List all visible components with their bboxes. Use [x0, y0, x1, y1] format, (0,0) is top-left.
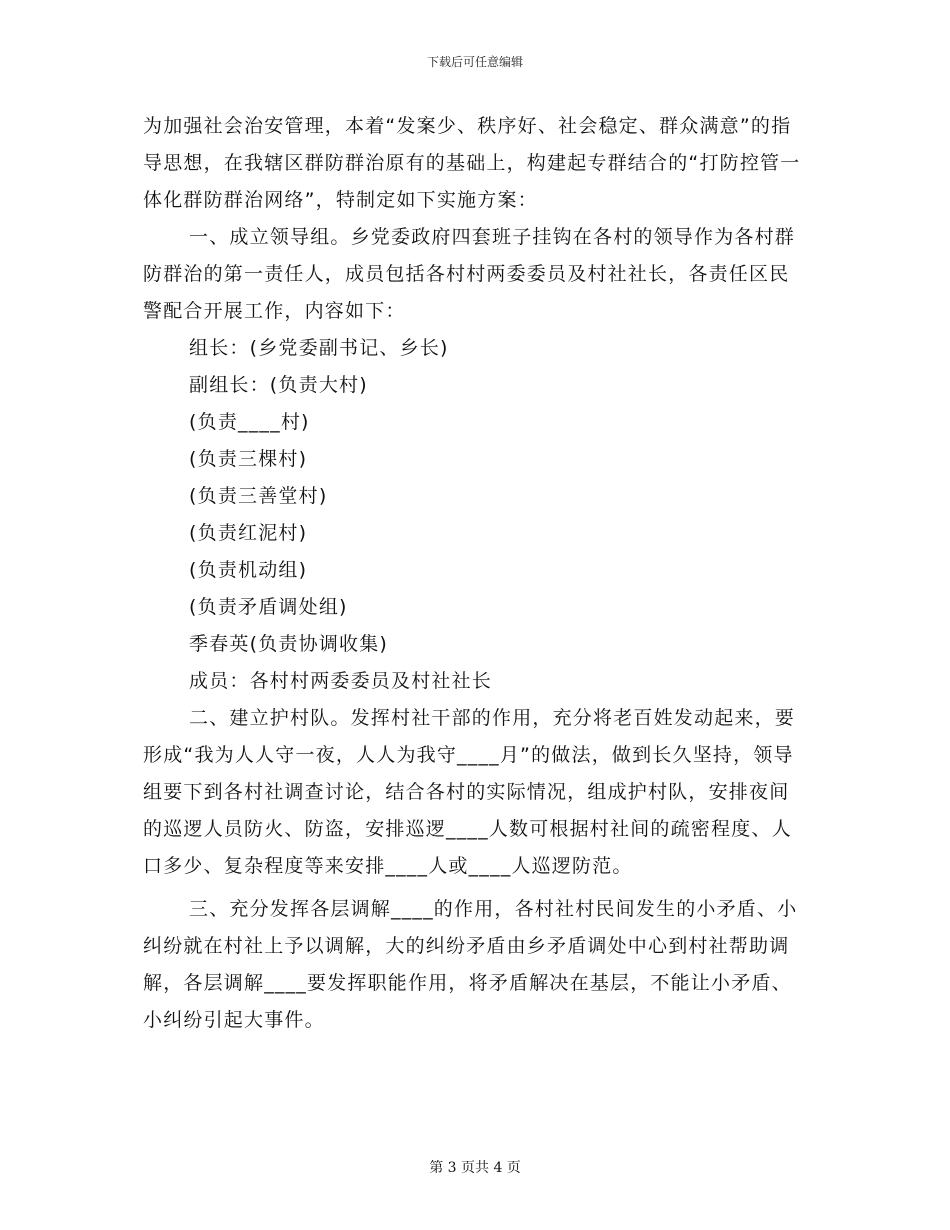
roster-line: 季春英(负责协调收集): [189, 633, 389, 655]
roster-line-members: 成员：各村村两委委员及村社社长: [189, 670, 493, 692]
roster-line: (负责____村): [189, 411, 310, 433]
roster-line: (负责矛盾调处组): [189, 596, 348, 618]
section-2-paragraph: 二、建立护村队。发挥村社干部的作用，充分将老百姓发动起来，要形成“我为人人守一夜，人人为我守____月”的做法，做到长久坚持，领导组要下到各村社调查讨论，结合各村的实际情况，组成护村队，安排夜间的巡逻人员防火、防盗，安排巡逻____人数可根据村社间的疏密程度、人口多少、复杂程度等来安排____人或____人巡逻防范。: [143, 707, 796, 877]
roster-line: (负责机动组): [189, 559, 308, 581]
roster-line: (负责红泥村): [189, 522, 308, 544]
roster-line-deputy: 副组长：(负责大村): [189, 374, 368, 396]
page-header: 下载后可任意编辑: [426, 55, 523, 69]
page-number-footer: 第 3 页共 4 页: [429, 1160, 521, 1176]
intro-paragraph: 为加强社会治安管理，本着“发案少、秩序好、社会稳定、群众满意”的指导思想，在我辖区群防群治原有的基础上，构建起专群结合的“打防控管一体化群防群治网络”，特制定如下实施方案：: [143, 115, 801, 211]
section-1-paragraph: 一、成立领导组。乡党委政府四套班子挂钩在各村的领导作为各村群防群治的第一责任人，成员包括各村村两委委员及村社社长，各责任区民警配合开展工作，内容如下：: [143, 226, 796, 322]
roster-line: (负责三棵村): [189, 448, 308, 470]
section-3-paragraph: 三、充分发挥各层调解____的作用，各村社村民间发生的小矛盾、小纠纷就在村社上予以调解，大的纠纷矛盾由乡矛盾调处中心到村社帮助调解，各层调解____要发挥职能作用，将矛盾解决在基层，不能让小矛盾、小纠纷引起大事件。: [143, 898, 798, 1031]
document-body: [143, 108, 803, 1039]
roster-line-leader: 组长：(乡党委副书记、乡长): [189, 337, 449, 359]
roster-line: (负责三善堂村): [189, 485, 328, 507]
